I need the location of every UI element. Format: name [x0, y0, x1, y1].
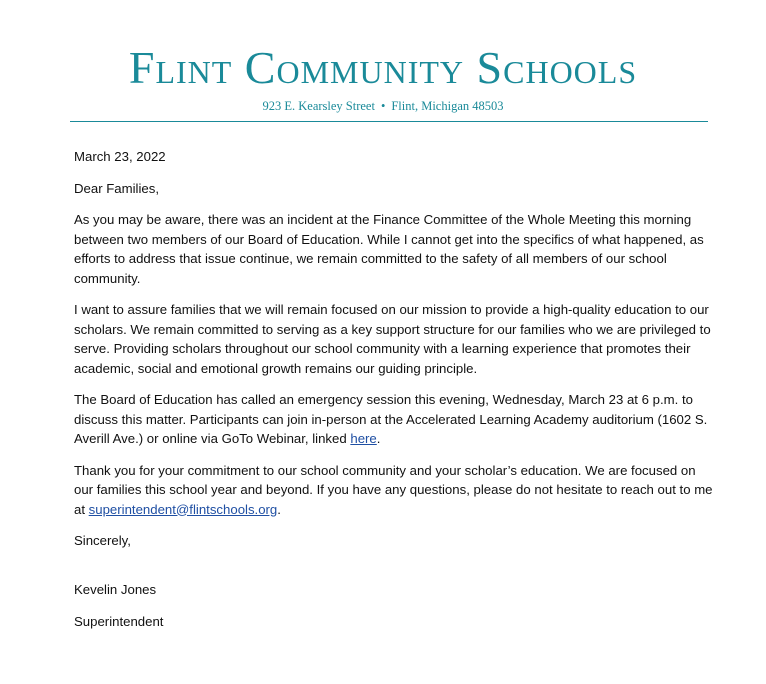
school-address: [0, 98, 766, 114]
webinar-link[interactable]: here: [350, 431, 377, 446]
school-name: Flint Community Schools: [128, 42, 638, 93]
paragraph-thank-you-end: .: [277, 501, 281, 517]
paragraph-emergency-session: [74, 390, 714, 449]
signer-title: Superintendent: [74, 613, 164, 629]
letter-body: [74, 147, 714, 563]
signer-name: Kevelin Jones: [74, 582, 157, 597]
signature-block: [74, 580, 163, 643]
paragraph-incident: As you may be aware, there was an incident at the Finance Committee of the Whole Meeting this morning between two members of our Board of Education. While I cannot get into the specifics of what happened, as efforts to address that issue continue, we remain committed to the safety of all members of our school community.: [74, 212, 704, 286]
bullet-separator-icon: •: [380, 99, 386, 113]
address-city: Flint, Michigan 48503: [391, 99, 504, 113]
paragraph-emergency-session-end: .: [376, 431, 381, 446]
paragraph-thank-you-text: Thank you for your commitment to our school community and your scholar’s education. We are focused on our families this school year and beyond. If you have any questions, please do not hesitate to reach out to me at: [74, 462, 713, 517]
letter-closing: Sincerely,: [74, 533, 131, 548]
paragraph-mission: I want to assure families that we will remain focused on our mission to provide a high-quality education to our scholars. We remain committed to serving as a key support structure for our families who we are privileged to serve. Providing scholars throughout our school community with a learning experience that promotes their academic, social and emotional growth remains our guiding principle.: [74, 302, 711, 376]
letter-salutation: Dear Families,: [74, 180, 160, 196]
letter-date: March 23, 2022: [74, 149, 166, 164]
letterhead-divider: [70, 121, 708, 122]
paragraph-emergency-session-text: The Board of Education has called an emergency session this evening, Wednesday, March 23 at 6 p.m. to discuss this matter. Participants can join in-person at the Accelerated Learning Academy auditorium (1602 S. Averill Ave.) or online via GoTo Webinar, linked: [74, 392, 708, 446]
letterhead: [0, 38, 766, 114]
paragraph-thank-you: [74, 461, 714, 520]
superintendent-email-link[interactable]: superintendent@flintschools.org: [88, 501, 278, 517]
address-street: 923 E. Kearsley Street: [262, 99, 375, 113]
